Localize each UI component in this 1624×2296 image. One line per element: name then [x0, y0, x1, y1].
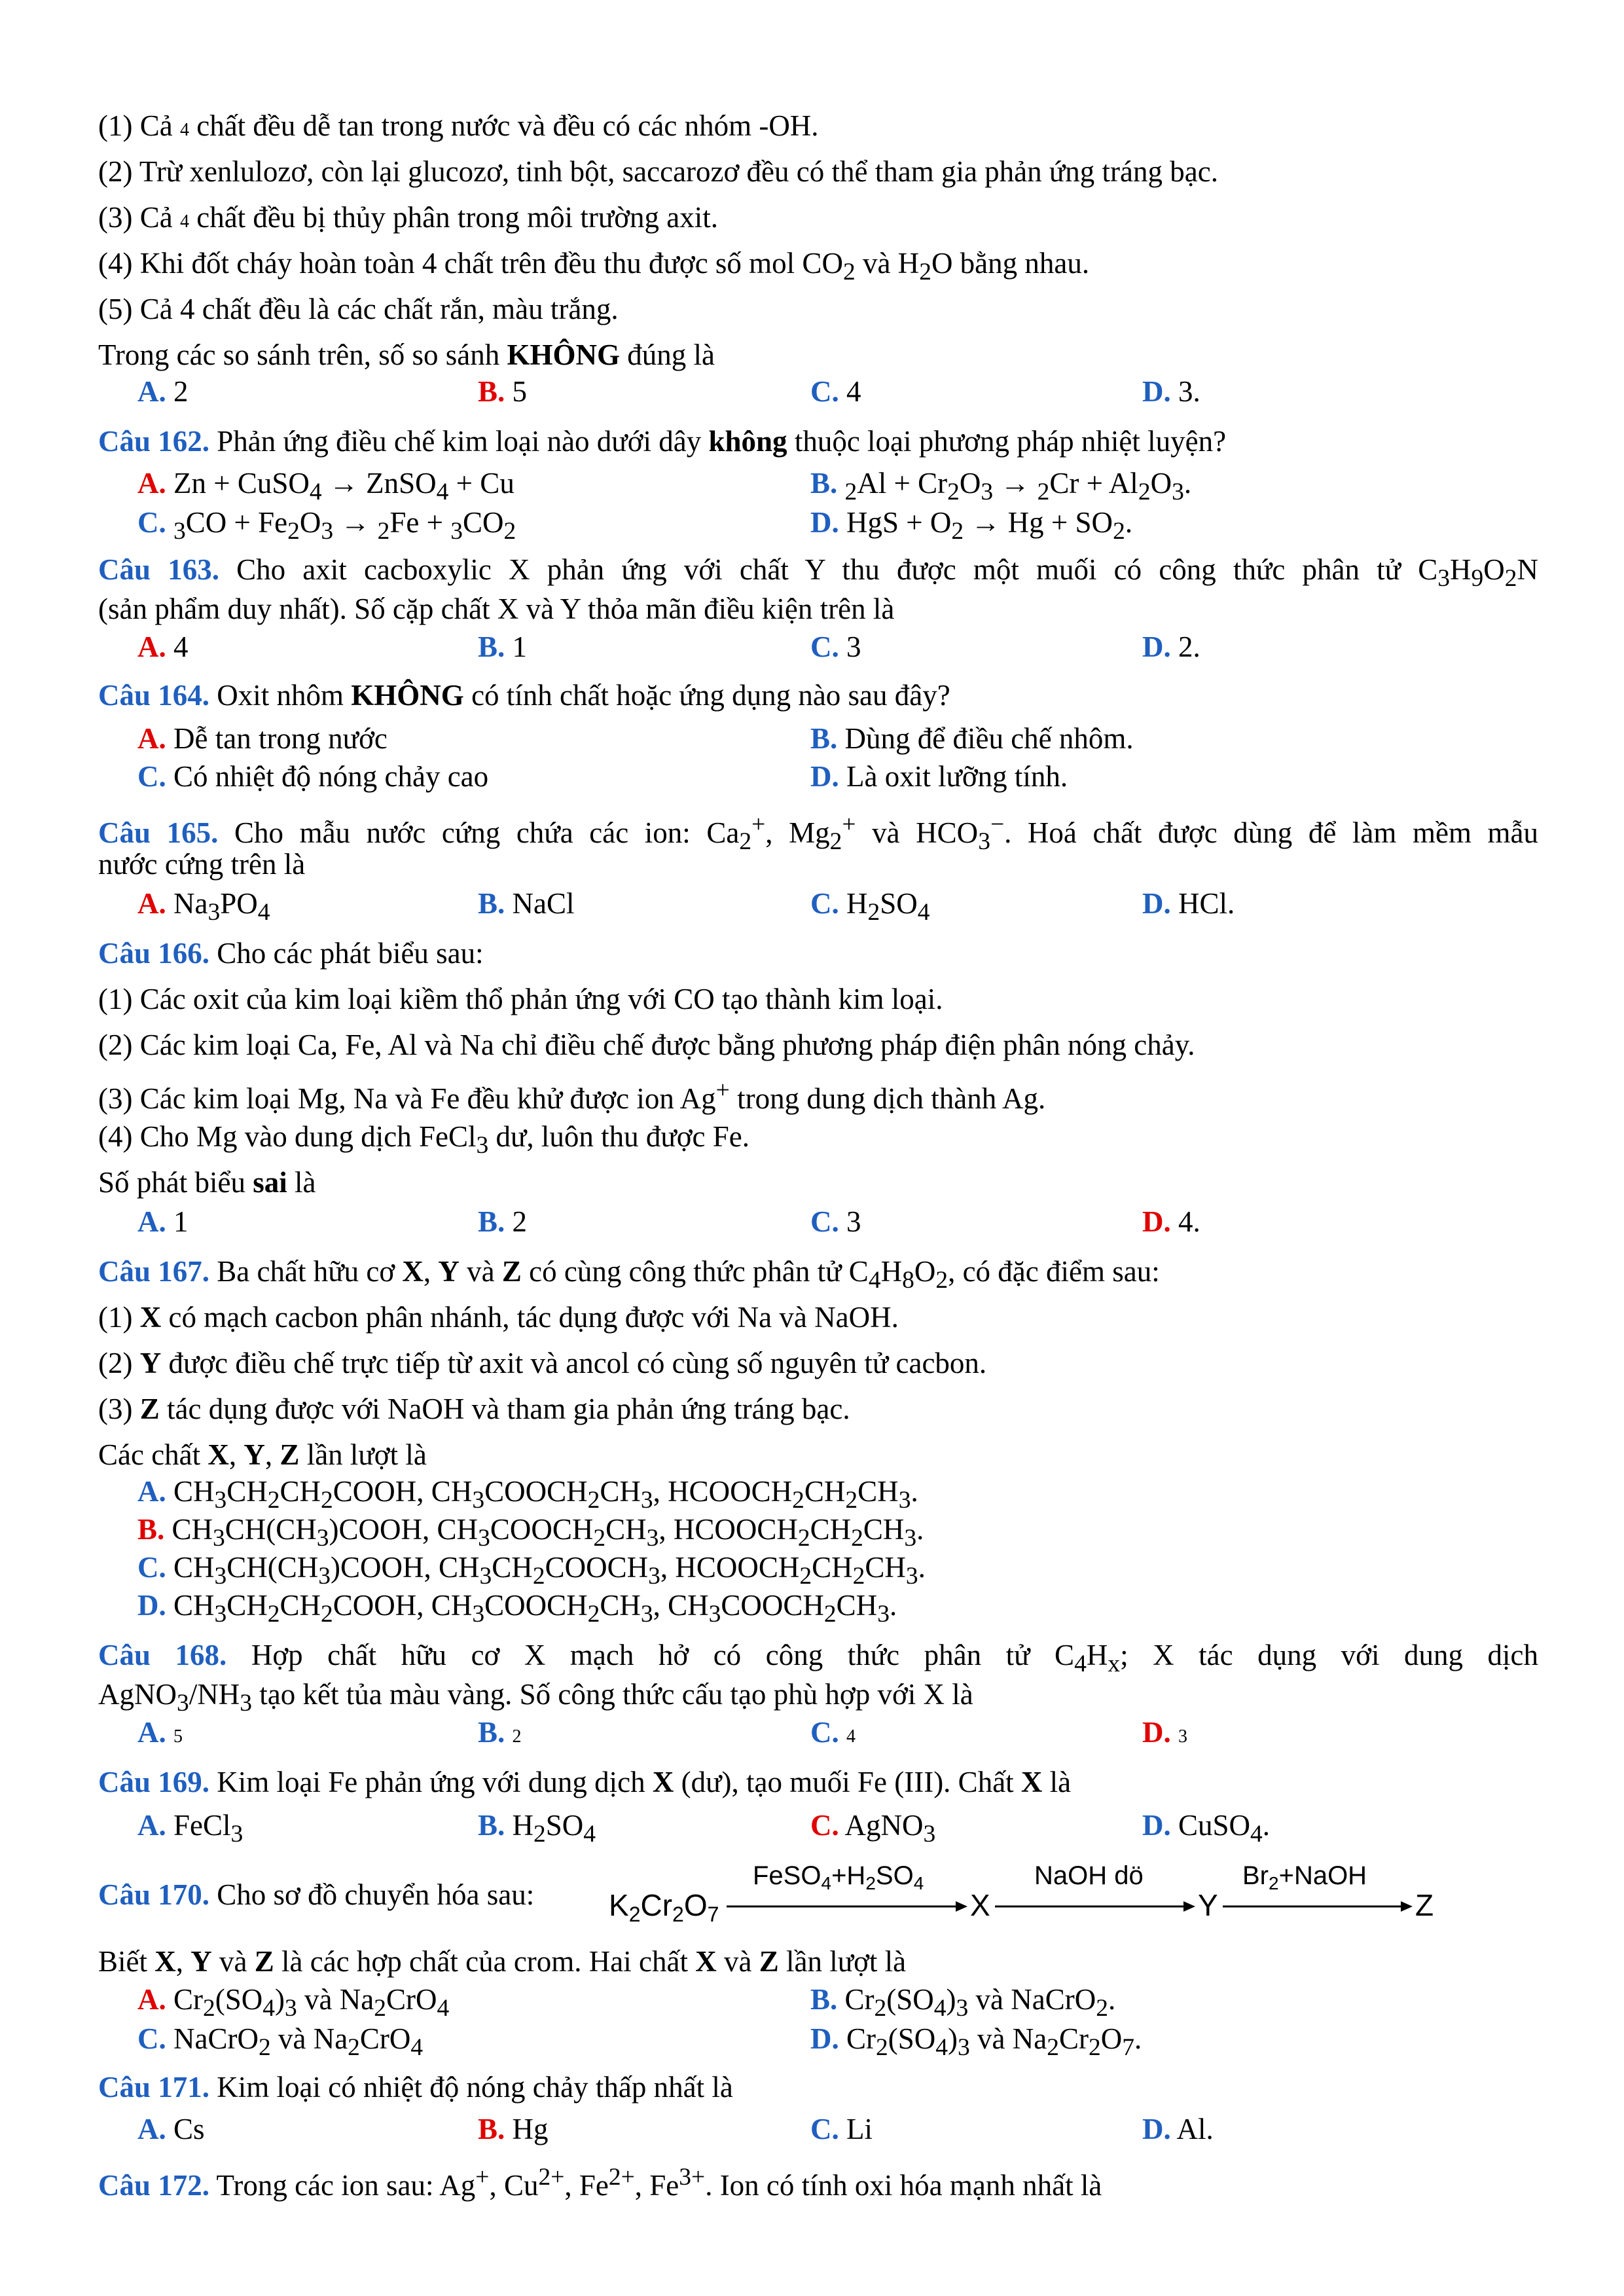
answer-c[interactable]: C. 3 [810, 630, 861, 663]
formula-text: Cr [837, 1983, 875, 2016]
formula-subscript: 3 [478, 1525, 490, 1552]
question-169: Câu 169. Kim loại Fe phản ứng với dung dịch X (dư), tạo muối Fe (III). Chất X là [98, 1766, 1072, 1798]
formula-text: COOCH [490, 1513, 594, 1546]
statement-4: (4) Khi đốt cháy hoàn toàn 4 chất trên đều thu được số mol $CO_2$ và $H_2O$ bằng nhau. [98, 247, 1090, 285]
formula-text: CH [280, 1589, 321, 1622]
formula-text: CH [836, 1589, 878, 1622]
formula-subscript: 2 [321, 1487, 333, 1514]
formula-text: O [1100, 2022, 1123, 2055]
formula-subscript: 2 [587, 1601, 600, 1628]
answer-c[interactable]: C. $H_2SO_4$ [810, 887, 930, 926]
answer-c[interactable]: C. 3 [810, 1205, 861, 1238]
question-171: Câu 171. Kim loại có nhiệt độ nóng chảy thấp nhất là [98, 2071, 733, 2104]
formula-subscript: 2 [593, 1525, 606, 1552]
formula-text: và Na [297, 1983, 374, 2016]
reaction-scheme [609, 1858, 1447, 1930]
formula-subscript: 3 [646, 1525, 659, 1552]
formula-text: Cr [839, 2022, 876, 2055]
answer-c[interactable]: C. Li [810, 2113, 873, 2145]
formula-text: CH [226, 1589, 268, 1622]
answer-a[interactable]: A. 2 [137, 375, 189, 408]
formula-subscript: 3 [956, 1995, 969, 2022]
formula-subscript: 4 [935, 2034, 948, 2061]
answer-d[interactable]: D. 2. [1142, 630, 1200, 663]
formula-text: . [918, 1551, 926, 1584]
formula-text: CH [863, 1513, 905, 1546]
formula-text: CH [865, 1551, 906, 1584]
formula-text: ) [946, 1983, 956, 2016]
answer-c[interactable]: C. $_3CO + Fe_2O_3 \to _2Fe + _3CO_2$ [137, 506, 516, 545]
answer-c[interactable]: C. $CH_3CH(CH_3)COOH$, $CH_3CH_2COOCH_3$, $HCOOCH_2CH_2CH_3$. [137, 1551, 926, 1590]
formula-subscript: 2 [851, 1525, 863, 1552]
reactant-k2cr2o7: K2Cr2O7 [609, 1888, 719, 1926]
answer-a[interactable]: A. Dễ tan trong nước [137, 722, 388, 755]
statement-2: (2) Trừ xenlulozơ, còn lại glucozơ, tinh bột, saccarozơ đều có thể tham gia phản ứng tráng bạc. [98, 155, 1218, 188]
formula-subscript: 2 [321, 1601, 333, 1628]
formula-text: COOH, CH [333, 1589, 473, 1622]
formula-text: CrO [359, 2022, 411, 2055]
formula-text: CrO [386, 1983, 437, 2016]
formula-subscript: 3 [316, 1525, 329, 1552]
answer-a[interactable]: A. $Na_3PO_4$ [137, 887, 270, 926]
answer-c[interactable]: C. AgNO$_3$ [810, 1809, 936, 1848]
formula-subscript: 3 [214, 1563, 227, 1590]
formula-text: , HCOOCH [653, 1475, 793, 1508]
answer-a[interactable]: A. FeCl$_3$ [137, 1809, 244, 1848]
answer-d[interactable]: D. $Cr_2(SO_4)_3$ và $Na_2Cr_2O_7$. [810, 2022, 1142, 2061]
formula-text: Cr [1058, 2022, 1089, 2055]
formula-text: )COOH, CH [331, 1551, 480, 1584]
question-170: Câu 170. Cho sơ đồ chuyển hóa sau: [98, 1878, 535, 1911]
product-z: Z [1415, 1888, 1434, 1922]
formula-subscript: 3 [640, 1601, 653, 1628]
formula-subscript: 3 [648, 1563, 660, 1590]
formula-subscript: 2 [799, 1563, 812, 1590]
formula-text: Cr [166, 1983, 203, 2016]
formula-text: (SO [215, 1983, 263, 2016]
question-168: Câu 168. Hợp chất hữu cơ X mạch hở có công thức phân tử $C_4H_x$; X tác dụng với dung dịch [98, 1639, 1538, 1677]
reagent-3: $Br_2+NaOH$ [1242, 1861, 1367, 1893]
statement-3: (3) Các kim loại Mg, Na và Fe đều khử được ion Ag+ trong dung dịch thành Ag. [98, 1077, 1046, 1115]
answer-b[interactable]: B. $Cr_2(SO_4)_3$ và NaCrO$_2$. [810, 1983, 1116, 2022]
formula-text: COOCH [721, 1589, 824, 1622]
formula-subscript: 3 [285, 1995, 297, 2022]
formula-text: CH [492, 1551, 533, 1584]
question-165-line-2: nước cứng trên là [98, 848, 306, 881]
answer-a[interactable]: A. $CH_3CH_2CH_2COOH$, $CH_3COOCH_2CH_3$, $HCOOCH_2CH_2CH_3$. [137, 1475, 918, 1514]
question-168-line-2: $AgNO_3/NH_3$ tạo kết tủa màu vàng. Số công thức cấu tạo phù hợp với X là [98, 1678, 973, 1717]
reagent-2: NaOH dö [1034, 1861, 1144, 1890]
statement-3: (3) Z tác dụng được với NaOH và tham gia phản ứng tráng bạc. [98, 1393, 850, 1425]
arrow-3-head [1401, 1901, 1413, 1912]
formula-subscript: 2 [1096, 1995, 1108, 2022]
formula-text: CH [804, 1475, 846, 1508]
formula-text: ) [275, 1983, 285, 2016]
formula-text: CH [600, 1589, 641, 1622]
answer-d[interactable]: D. 4. [1142, 1205, 1200, 1238]
answer-d[interactable]: D. HgS + $O_2 \to Hg + SO_2$. [810, 506, 1133, 545]
formula-text: CH(CH [226, 1551, 319, 1584]
formula-subscript: 3 [904, 1525, 917, 1552]
answer-d[interactable]: D. 3 [1142, 1716, 1187, 1749]
answer-b[interactable]: B. 2 [478, 1205, 528, 1238]
formula-text: CH [605, 1513, 647, 1546]
answer-a[interactable]: A. Cs [137, 2113, 205, 2145]
formula-subscript: 7 [1122, 2034, 1134, 2061]
answer-c[interactable]: C. Có nhiệt độ nóng chảy cao [137, 760, 489, 793]
formula-text: , HCOOCH [660, 1551, 800, 1584]
formula-subscript: 3 [472, 1601, 485, 1628]
reagent-1: $FeSO_4+H_2SO_4$ [753, 1861, 924, 1893]
formula-text: , CH [653, 1589, 709, 1622]
answer-c[interactable]: C. 4 [810, 375, 861, 408]
formula-text: . [1108, 1983, 1116, 2016]
answer-c[interactable]: C. 4 [810, 1716, 856, 1749]
answer-b[interactable]: B. Hg [478, 2113, 549, 2145]
statement-3: (3) Cả 4 chất đều bị thủy phân trong môi trường axit. [98, 201, 719, 234]
formula-text: CH [810, 1513, 852, 1546]
formula-subscript: 2 [532, 1563, 545, 1590]
question-stem: Số phát biểu sai là [98, 1166, 316, 1199]
formula-subscript: 3 [640, 1487, 653, 1514]
arrow-2-head [1183, 1901, 1195, 1912]
formula-text: . [889, 1589, 897, 1622]
formula-text: COOCH [545, 1551, 649, 1584]
formula-subscript: 2 [1088, 2034, 1101, 2061]
formula-subscript: 2 [267, 1601, 280, 1628]
question-164: Câu 164. Oxit nhôm KHÔNG có tính chất hoặc ứng dụng nào sau đây? [98, 679, 950, 712]
question-162: Câu 162. Phản ứng điều chế kim loại nào dưới dây không thuộc loại phương pháp nhiệt luyện? [98, 425, 1227, 458]
formula-subscript: 2 [874, 1995, 887, 2022]
formula-subscript: 2 [797, 1525, 810, 1552]
formula-subscript: 3 [472, 1487, 485, 1514]
formula-text: và Na [270, 2022, 348, 2055]
arrow-1-head [956, 1901, 967, 1912]
formula-text: CH [166, 1475, 215, 1508]
formula-text: CH [600, 1475, 641, 1508]
formula-text: và Na [969, 2022, 1047, 2055]
answer-d[interactable]: D. HCl. [1142, 887, 1235, 920]
statement-1: (1) Cả 4 chất đều dễ tan trong nước và đều có các nhóm -OH. [98, 109, 819, 142]
answer-b[interactable]: B. $_2Al + Cr_2O_3 \to _2Cr + Al_2O_3$. [810, 467, 1192, 505]
formula-text: . [916, 1513, 924, 1546]
formula-subscript: 2 [203, 1995, 215, 2022]
question-170-line-2: Biết X, Y và Z là các hợp chất của crom. Hai chất X và Z lần lượt là [98, 1945, 907, 1978]
answer-d[interactable]: D. Al. [1142, 2113, 1214, 2145]
formula-text: ) [948, 2022, 958, 2055]
answer-b[interactable]: B. Dùng để điều chế nhôm. [810, 722, 1134, 755]
formula-text: và NaCrO [968, 1983, 1096, 2016]
formula-text: CH [164, 1513, 213, 1546]
formula-text: CH [812, 1551, 853, 1584]
answer-c[interactable]: C. NaCrO$_2$ và $Na_2CrO_4$ [137, 2022, 424, 2061]
formula-subscript: 2 [587, 1487, 600, 1514]
statement-4: (4) Cho Mg vào dung dịch FeCl$_3$ dư, luôn thu được Fe. [98, 1120, 750, 1159]
answer-d[interactable]: D. 3. [1142, 375, 1200, 408]
answer-b[interactable]: B. 5 [478, 375, 528, 408]
formula-subscript: 2 [845, 1487, 858, 1514]
statement-2: (2) Các kim loại Ca, Fe, Al và Na chỉ điều chế được bằng phương pháp điện phân nóng chảy. [98, 1029, 1195, 1061]
answer-a[interactable]: A. 1 [137, 1205, 189, 1238]
formula-text: (SO [888, 2022, 936, 2055]
formula-subscript: 2 [876, 2034, 888, 2061]
formula-text: CH [857, 1475, 899, 1508]
formula-subscript: 2 [348, 2034, 360, 2061]
answer-b[interactable]: B. NaCl [478, 887, 575, 920]
formula-subscript: 4 [933, 1995, 947, 2022]
formula-subscript: 3 [214, 1601, 227, 1628]
formula-text: (SO [886, 1983, 934, 2016]
question-stem: Các chất X, Y, Z lần lượt là [98, 1438, 427, 1471]
question-165: Câu 165. Cho mẫu nước cứng chứa các ion: $Ca_2^+$, $Mg_2^+$ và $HCO_3^-$. Hoá chất được dùng để làm mềm mẫu [98, 811, 1539, 855]
formula-subscript: 2 [258, 2034, 271, 2061]
question-163-line-2: (sản phẩm duy nhất). Số cặp chất X và Y thỏa mãn điều kiện trên là [98, 592, 895, 625]
statement-2: (2) Y được điều chế trực tiếp từ axit và ancol có cùng số nguyên tử cacbon. [98, 1347, 987, 1379]
formula-text: CH [226, 1475, 268, 1508]
formula-subscript: 2 [1047, 2034, 1059, 2061]
answer-a[interactable]: A. 5 [137, 1716, 183, 1749]
formula-text: , HCOOCH [659, 1513, 798, 1546]
formula-subscript: 3 [905, 1563, 918, 1590]
question-166: Câu 166. Cho các phát biểu sau: [98, 937, 484, 970]
answer-b[interactable]: B. 1 [478, 630, 528, 663]
formula-text: )COOH, CH [329, 1513, 478, 1546]
statement-1: (1) X có mạch cacbon phân nhánh, tác dụng được với Na và NaOH. [98, 1301, 899, 1334]
answer-d[interactable]: D. CuSO$_4$. [1142, 1809, 1271, 1848]
answer-d[interactable]: D. Là oxit lưỡng tính. [810, 760, 1068, 793]
formula-text: . [911, 1475, 918, 1508]
formula-text: NaCrO [166, 2022, 259, 2055]
formula-subscript: 4 [262, 1995, 276, 2022]
formula-subscript: 3 [479, 1563, 492, 1590]
question-167: Câu 167. Ba chất hữu cơ X, Y và Z có cùng công thức phân tử $C_4H_8O_2$, có đặc điểm sau: [98, 1255, 1160, 1294]
statement-5: (5) Cả 4 chất đều là các chất rắn, màu trắng. [98, 293, 619, 325]
formula-text: . [1134, 2022, 1142, 2055]
answer-b[interactable]: B. 2 [478, 1716, 522, 1749]
formula-text: COOCH [484, 1475, 588, 1508]
formula-subscript: 2 [852, 1563, 865, 1590]
answer-d[interactable]: D. $CH_3CH_2CH_2COOH$, $CH_3COOCH_2CH_3$, $CH_3COOCH_2CH_3$. [137, 1589, 897, 1628]
statement-1: (1) Các oxit của kim loại kiềm thổ phản ứng với CO tạo thành kim loại. [98, 983, 943, 1015]
formula-text: COOCH [484, 1589, 588, 1622]
formula-text: CH [166, 1551, 215, 1584]
formula-text: CH [166, 1589, 215, 1622]
formula-subscript: 3 [213, 1525, 225, 1552]
formula-subscript: 3 [708, 1601, 721, 1628]
formula-subscript: 2 [792, 1487, 804, 1514]
answer-b[interactable]: B. $H_2SO_4$ [478, 1809, 596, 1848]
answer-a[interactable]: A. 4 [137, 630, 189, 663]
answer-b[interactable]: B. $CH_3CH(CH_3)COOH$, $CH_3COOCH_2CH_3$, $HCOOCH_2CH_2CH_3$. [137, 1513, 924, 1552]
formula-text: COOH, CH [333, 1475, 473, 1508]
question-163: Câu 163. Cho axit cacboxylic X phản ứng với chất Y thu được một muối có công thức phân tử $C_3H_9O_2N$ [98, 553, 1538, 592]
formula-subscript: 3 [214, 1487, 227, 1514]
question-stem: Trong các so sánh trên, số so sánh KHÔNG đúng là [98, 338, 715, 371]
formula-subscript: 3 [958, 2034, 970, 2061]
intermediate-y: Y [1198, 1888, 1218, 1922]
formula-subscript: 3 [898, 1487, 911, 1514]
formula-subscript: 3 [318, 1563, 331, 1590]
answer-a[interactable]: A. Zn + CuSO$_4$ → ZnSO$_4$ + Cu [137, 467, 514, 505]
formula-subscript: 2 [374, 1995, 386, 2022]
formula-subscript: 2 [823, 1601, 837, 1628]
question-172: Câu 172. Trong các ion sau: Ag+, $Cu^{2+}$, $Fe^{2+}$, $Fe^{3+}$. Ion có tính oxi hóa mạnh nhất là [98, 2164, 1102, 2202]
formula-subscript: 4 [437, 1995, 450, 2022]
formula-text: CH [280, 1475, 321, 1508]
formula-subscript: 2 [267, 1487, 280, 1514]
formula-subscript: 4 [410, 2034, 424, 2061]
answer-a[interactable]: A. $Cr_2(SO_4)_3$ và $Na_2CrO_4$ [137, 1983, 450, 2022]
formula-subscript: 3 [877, 1601, 890, 1628]
intermediate-x: X [970, 1888, 990, 1922]
formula-text: CH(CH [225, 1513, 317, 1546]
